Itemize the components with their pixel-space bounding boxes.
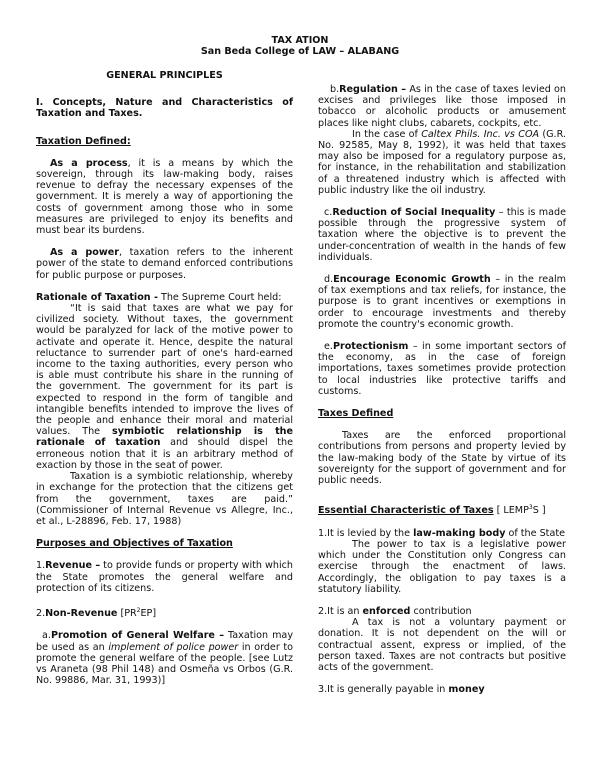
essential-item-2: 2.It is an enforced contribution — [318, 605, 472, 617]
power-paragraph: As a power, taxation refers to the inherent power of the state to demand enforced contributions for public purpose or purposes. — [36, 247, 293, 281]
doc-title: TAX ATION — [271, 35, 329, 46]
caltex-paragraph: In the case of Caltex Phils. Inc. vs COA (G.R. No. 92585, May 8, 1992), it was held that taxes may also be imposed for a regulatory purpose as, for instance, in the rehabilitation and stabilization of a threatened industry which is affected with public industry like the oil industry. — [318, 128, 566, 196]
symbiotic-paragraph: Taxation is a symbiotic relationship, whereby in exchange for the protection that the citizens get from the government, taxes are paid.” (Commissioner of Internal Revenue vs Allegre, Inc., et al., L-28896, Feb. 17, 1988) — [36, 471, 293, 527]
essential-item-1: 1.It is levied by the law-making body of the State — [318, 527, 565, 539]
essential-item-2-detail: A tax is not a voluntary payment or donation. It is not dependent on the will or contractual assent, express or implied, of the person taxed. Taxes are not contracts but positive acts of the government. — [318, 617, 566, 673]
general-principles-heading: GENERAL PRINCIPLES — [106, 70, 223, 81]
process-paragraph: As a process, it is a means by which the sovereign, through its law-making body, raises revenue to defray the necessary expenses of the government. It is merely a way of apportioning the costs of government among those who in some measures are privileged to enjoy its benefits and must bear its burdens. — [36, 157, 294, 237]
left-column — [36, 70, 293, 686]
inequality-item: c.Reduction of Social Inequality – this is made possible through the progressive system of taxation where the objective is to prevent the under-concentration of wealth in the hands of few individuals. — [318, 207, 566, 263]
quote-paragraph: “It is said that taxes are what we pay for civilized society. Without taxes, the government would be paralyzed for lack of the motive power to activate and operate it. Hence, despite the natural reluctance to surrender part of one's hard-earned income to the taxing authorities, every person who is able must contribute his share in the running of the government. The government for its part is expected to respond in the form of tangible and intangible benefits intended to improve the lives of the people and enhance their moral and material values. The symbiotic relationship is the rationale of taxation and should dispel the erroneous notion that it is an arbitrary method of exaction by those in the seat of power. — [36, 303, 294, 471]
section-i-heading: I. Concepts, Nature and Characteristics of Taxation and Taxes. — [36, 97, 293, 120]
promotion-item: a.Promotion of General Welfare – Taxation may be used as an implement of police power in order to promote the general welfare of the people. [see Lutz vs Araneta (98 Phil 148) and Osmeña vs Orbos (G.R. No. 99886, Mar. 31, 1993)] — [36, 630, 294, 687]
taxes-definition: Taxes are the enforced proportional contributions from persons and property levied by the law-making body of the State by virtue of its sovereignty for the support of government and for public needs. — [318, 430, 566, 487]
rationale-paragraph: Rationale of Taxation - The Supreme Court held: — [36, 291, 282, 303]
purposes-heading: Purposes and Objectives of Taxation — [36, 538, 233, 550]
regulation-item: b.Regulation – As in the case of taxes levied on excises and privileges like those imposed in tobacco or alcoholic products or amusement places like night clubs, cabarets, cockpits, etc. — [318, 84, 566, 129]
doc-subtitle: San Beda College of LAW – ALABANG — [200, 46, 400, 57]
essential-heading: Essential Characteristic of Taxes [ LEMP$^3$S ] — [318, 504, 546, 517]
taxes-defined-heading: Taxes Defined — [318, 408, 394, 420]
protectionism-item: e.Protectionism – in some important sectors of the economy, as in the case of foreign importations, taxes sometimes provide protection to local industries like protective tariffs and customs. — [318, 341, 566, 397]
non-revenue-item: 2.Non-Revenue $[PR^2EP]$ — [36, 606, 157, 620]
growth-item: d.Encourage Economic Growth – in the realm of tax exemptions and tax reliefs, for instance, the purpose is to grant incentives or exemptions in order to encourage investments and thereby promote the country's economic growth. — [318, 274, 567, 330]
essential-item-3: 3.It is generally payable in money — [318, 684, 485, 696]
essential-item-1-detail: The power to tax is a legislative power which under the Constitution only Congress can exercise through the enactment of laws. Accordingly, the obligation to pay taxes is a statutory liability. — [318, 538, 566, 595]
right-column — [318, 84, 566, 695]
taxation-defined-heading: Taxation Defined: — [36, 135, 131, 147]
revenue-item: 1.Revenue – to provide funds or property with which the State promotes the general welfare and protection of its citizens. — [36, 560, 293, 594]
